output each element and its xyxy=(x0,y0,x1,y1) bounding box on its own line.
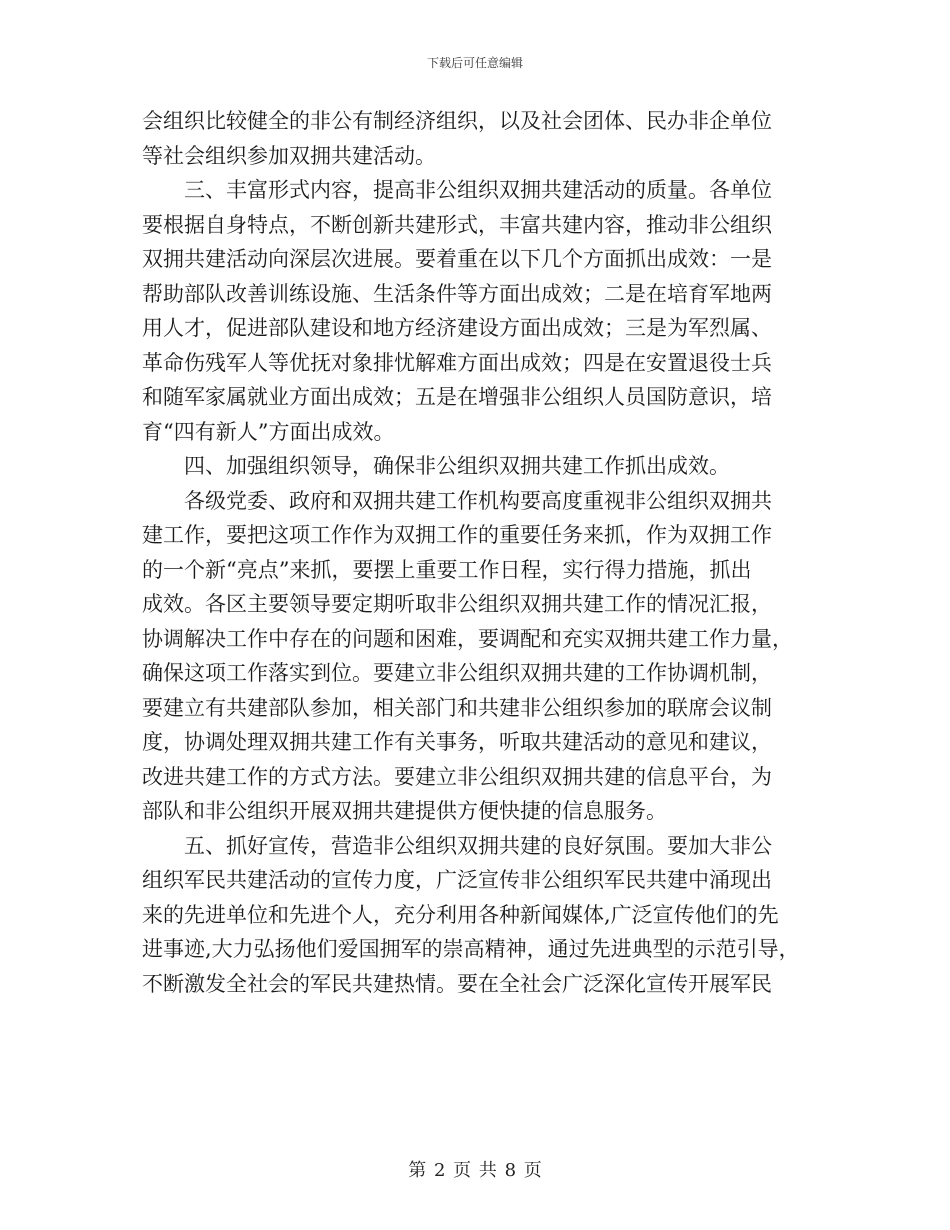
text-line: 建工作，要把这项工作作为双拥工作的重要任务来抓，作为双拥工作 xyxy=(142,523,772,547)
text-line: 改进共建工作的方式方法。要建立非公组织双拥共建的信息平台，为 xyxy=(142,764,772,789)
text-line: 协调解决工作中存在的问题和困难，要调配和充实双拥共建工作力量， xyxy=(142,626,793,651)
text-line: 确保这项工作落实到位。要建立非公组织双拥共建的工作协调机制， xyxy=(142,661,772,685)
text-line: 四、加强组织领导，确保非公组织双拥共建工作抓出成效。 xyxy=(142,454,730,478)
text-line: 用人才，促进部队建设和地方经济建设方面出成效；三是为军烈属、 xyxy=(142,316,772,340)
text-line: 部队和非公组织开展双拥共建提供方便快捷的信息服务。 xyxy=(142,799,667,823)
text-line: 三、丰富形式内容，提高非公组织双拥共建活动的质量。各单位 xyxy=(142,178,772,202)
text-line: 要建立有共建部队参加，相关部门和共建非公组织参加的联席会议制 xyxy=(142,695,772,720)
text-line: 等社会组织参加双拥共建活动。 xyxy=(142,143,436,168)
text-line: 不断激发全社会的军民共建热情。要在全社会广泛深化宣传开展军民 xyxy=(142,971,772,996)
page-header: 下载后可任意编辑 xyxy=(426,56,523,70)
body-text xyxy=(142,104,814,1001)
document-body xyxy=(142,104,814,1001)
text-line: 度，协调处理双拥共建工作有关事务，听取共建活动的意见和建议， xyxy=(142,730,772,754)
text-line: 会组织比较健全的非公有制经济组织，以及社会团体、民办非企单位 xyxy=(142,109,772,133)
text-line: 革命伤残军人等优抚对象排忧解难方面出成效；四是在安置退役士兵 xyxy=(142,350,772,375)
text-line: 帮助部队改善训练设施、生活条件等方面出成效；二是在培育军地两 xyxy=(142,281,772,306)
text-line: 进事迹,大力弘扬他们爱国拥军的崇高精神，通过先进典型的示范引导， xyxy=(142,937,800,961)
text-line: 和随军家属就业方面出成效；五是在增强非公组织人员国防意识，培 xyxy=(142,385,772,409)
text-line: 来的先进单位和先进个人，充分利用各种新闻媒体,广泛宣传他们的先 xyxy=(142,902,779,927)
text-line: 各级党委、政府和双拥共建工作机构要高度重视非公组织双拥共 xyxy=(142,488,772,513)
text-line: 的一个新“亮点”来抓，要摆上重要工作日程，实行得力措施，抓出 xyxy=(142,557,752,582)
text-line: 双拥共建活动向深层次进展。要着重在以下几个方面抓出成效：一是 xyxy=(142,247,772,271)
text-line: 育“四有新人”方面出成效。 xyxy=(142,419,395,444)
text-line: 组织军民共建活动的宣传力度，广泛宣传非公组织军民共建中涌现出 xyxy=(142,868,772,892)
page-number-footer: 第 2 页 共 8 页 xyxy=(408,1160,542,1181)
text-line: 成效。各区主要领导要定期听取非公组织双拥共建工作的情况汇报， xyxy=(142,592,772,616)
text-line: 要根据自身特点，不断创新共建形式，丰富共建内容，推动非公组织 xyxy=(142,212,772,237)
text-line: 五、抓好宣传，营造非公组织双拥共建的良好氛围。要加大非公 xyxy=(142,833,772,858)
